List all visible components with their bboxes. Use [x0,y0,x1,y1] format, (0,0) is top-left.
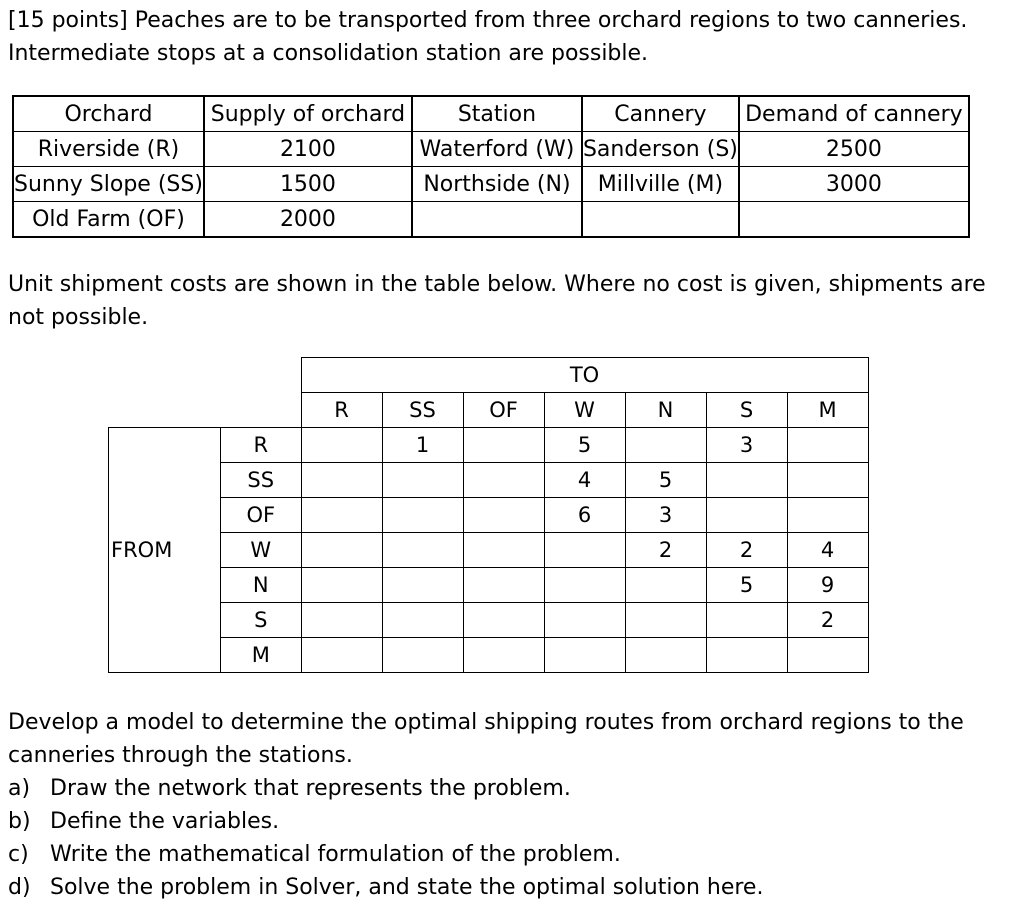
info-header-row [13,96,969,132]
orchard-cell: Old Farm (OF) [13,202,204,238]
cost-cell: 1 [382,428,463,463]
cost-cell [787,428,868,463]
cost-intro: Unit shipment costs are shown in the table below. Where no cost is given, shipments are not possible. [8,272,986,330]
column-header: SS [382,393,463,428]
cost-cell [301,463,382,498]
cost-cell [625,428,706,463]
cost-cell [706,463,787,498]
cost-cell [382,638,463,673]
cost-cell [463,463,544,498]
cost-cell [382,603,463,638]
question-item [8,772,763,805]
column-header: S [706,393,787,428]
cost-cell [301,533,382,568]
cost-cell [382,533,463,568]
question-marker: d) [8,875,31,900]
demand-cell: 3000 [739,167,969,202]
cost-cell [463,568,544,603]
question-item [8,838,763,871]
question-marker: b) [8,809,31,834]
row-label: N [221,568,302,603]
supply-cell: 2000 [204,202,412,238]
question-marker: a) [8,776,31,801]
cost-cell [706,603,787,638]
row-label: SS [221,463,302,498]
cost-cell: 5 [625,463,706,498]
supply-cell: 2100 [204,132,412,167]
row-label: W [221,533,302,568]
cost-cell: 6 [544,498,625,533]
column-header: M [787,393,868,428]
cost-cell [544,533,625,568]
row-label: M [221,638,302,673]
header-orchard: Orchard [13,96,204,132]
question-text: Solve the problem in Solver, and state the optimal solution here. [50,875,764,900]
cost-cell [625,638,706,673]
column-header: OF [463,393,544,428]
cost-cell [301,498,382,533]
question-text: Draw the network that represents the problem. [50,776,571,801]
column-header: W [544,393,625,428]
question-item [8,871,763,904]
cost-cell: 5 [706,568,787,603]
cost-row [109,568,869,603]
demand-cell [739,202,969,238]
row-label: OF [221,498,302,533]
column-header-row [109,393,869,428]
cost-cell [544,568,625,603]
cost-cell [544,603,625,638]
header-cannery: Cannery [582,96,739,132]
cost-cell [625,603,706,638]
cost-row [109,463,869,498]
question-text: Write the mathematical formulation of the problem. [50,842,621,867]
cost-cell: 2 [625,533,706,568]
column-header: R [301,393,382,428]
station-cell [412,202,582,238]
question-item [8,805,763,838]
row-label: R [221,428,302,463]
cost-cell [787,498,868,533]
column-header: N [625,393,706,428]
cost-cell [706,638,787,673]
cost-cell: 5 [544,428,625,463]
header-demand: Demand of cannery [739,96,969,132]
to-label: TO [301,358,868,393]
cost-cell [301,568,382,603]
from-label: FROM [109,428,221,673]
cost-cell: 9 [787,568,868,603]
cannery-cell [582,202,739,238]
cost-row [109,498,869,533]
info-row [13,132,969,167]
problem-intro: [15 points] Peaches are to be transported from three orchard regions to two canneries. Intermediate stops at a consolidation station are possible. [8,8,968,66]
cost-cell: 2 [787,603,868,638]
station-cell: Northside (N) [412,167,582,202]
cost-cell [463,638,544,673]
header-supply: Supply of orchard [204,96,412,132]
cost-cell [625,568,706,603]
cannery-cell: Millville (M) [582,167,739,202]
cost-cell [463,428,544,463]
cost-cell: 4 [544,463,625,498]
orchard-cell: Riverside (R) [13,132,204,167]
cost-cell [301,603,382,638]
develop-instructions: Develop a model to determine the optimal shipping routes from orchard regions to the canneries through the stations. [8,710,964,768]
info-row [13,167,969,202]
to-header-row [109,358,869,393]
supply-cell: 1500 [204,167,412,202]
row-label: S [221,603,302,638]
cost-row [109,533,869,568]
cost-cell: 3 [625,498,706,533]
cost-cell [787,638,868,673]
cannery-cell: Sanderson (S) [582,132,739,167]
cost-cell [463,533,544,568]
cost-cell [301,428,382,463]
cost-cell [463,603,544,638]
cost-cell: 3 [706,428,787,463]
cost-cell [382,498,463,533]
cost-cell [301,638,382,673]
cost-cell: 2 [706,533,787,568]
cost-row [109,428,869,463]
cost-table [108,357,869,673]
question-list [8,772,763,904]
demand-cell: 2500 [739,132,969,167]
cost-cell [544,638,625,673]
cost-row [109,638,869,673]
cost-cell [382,463,463,498]
cost-cell [382,568,463,603]
cost-cell: 4 [787,533,868,568]
station-cell: Waterford (W) [412,132,582,167]
orchard-cell: Sunny Slope (SS) [13,167,204,202]
cost-cell [787,463,868,498]
cost-cell [706,498,787,533]
header-station: Station [412,96,582,132]
supply-demand-table [12,95,970,238]
cost-cell [463,498,544,533]
question-text: Define the variables. [50,809,280,834]
cost-row [109,603,869,638]
question-marker: c) [8,842,29,867]
info-row [13,202,969,238]
